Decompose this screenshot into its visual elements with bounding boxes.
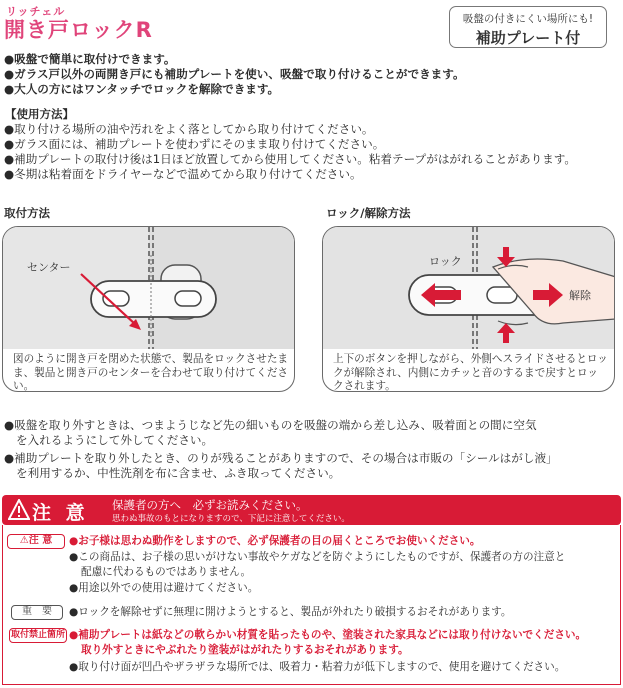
center-label: センター	[27, 261, 71, 274]
caution-tag-label: 注 意	[28, 535, 53, 546]
note-line: ●補助プレートを取り外したとき、のりが残ることがありますので、その場合は市販の「シールはがし液」	[4, 451, 558, 465]
prohibited-tag: 取付禁止箇所	[9, 628, 67, 643]
usage-item: ●冬期は粘着面をドライヤーなどで温めてから取り付けてください。	[4, 167, 362, 181]
usage-item: ●補助プレートの取付け後は1日ほど放置してから使用してください。粘着テープがはがれることがあります。	[4, 152, 577, 166]
note-line: を入れるようにして外してください。	[16, 433, 214, 447]
lock-diagram-panel	[322, 226, 615, 392]
usage-item: ●取り付ける場所の油や汚れをよく落としてから取り付けてください。	[4, 122, 374, 136]
badge-text: 補助プレート付	[475, 29, 581, 47]
caution-line: ●用途以外での使用は避けてください。	[69, 582, 259, 594]
caution-subtitle: 思わぬ事故のもとになりますので、下記に注意してください。	[112, 514, 350, 524]
install-heading: 取付方法	[4, 206, 50, 220]
warning-icon: ⚠	[19, 535, 29, 546]
important-tag: 重 要	[11, 605, 63, 620]
important-line: ●ロックを解除せずに無理に開けようとすると、製品が外れたり破損するおそれがあります。	[69, 606, 512, 618]
product-title: 開き戸ロックR	[4, 18, 153, 42]
caution-line: ●お子様は思わぬ動作をしますので、必ず保護者の目の届くところでお使いください。	[69, 535, 481, 547]
feature-item: ●大人の方にはワンタッチでロックを解除できます。	[4, 82, 280, 96]
brand-name: リッチェル	[6, 5, 66, 18]
warning-icon	[8, 499, 30, 520]
lock-label: ロック	[429, 255, 462, 268]
install-caption: 図のように開き戸を閉めた状態で、製品をロックさせたまま、製品と開き戸のセンターを合わせて取り付けてください。	[13, 353, 289, 392]
caution-title: 保護者の方へ 必ずお読みください。	[112, 498, 308, 512]
caution-line: ●この商品は、お子様の思いがけない事故やケガなどを防ぐようにしたものですが、保護者の方の注意と	[69, 551, 566, 563]
caution-header	[2, 495, 621, 525]
note-line: ●吸盤を取り外すときは、つまようじなど先の細いものを吸盤の端から差し込み、吸着面との間に空気	[4, 418, 537, 432]
note-line: を利用するか、中性洗剤を布に含ませ、ふき取ってください。	[16, 466, 341, 480]
badge-subtext: 吸盤の付きにくい場所にも!	[462, 13, 594, 25]
prohibited-line: ●補助プレートは紙などの軟らかい材質を貼ったものや、塗装された家具などには取り付けないでください。	[69, 629, 587, 641]
caution-line: 配慮に代わるものではありません。	[81, 566, 252, 578]
caution-tag	[7, 534, 65, 549]
prohibited-line: 取り外すときにやぶれたり塗装がはがれたりするおそれがあります。	[81, 644, 409, 656]
feature-item: ●ガラス戸以外の両開き戸にも補助プレートを使い、吸盤で取り付けることができます。	[4, 67, 465, 81]
feature-item: ●吸盤で簡単に取付けできます。	[4, 52, 176, 66]
usage-item: ●ガラス面には、補助プレートを使わずにそのまま取り付けてください。	[4, 137, 385, 151]
feature-badge	[449, 6, 607, 48]
release-label: 解除	[569, 289, 591, 302]
install-diagram-panel	[2, 226, 295, 392]
lock-caption: 上下のボタンを押しながら、外側へスライドさせるとロックが解除され、内側にカチッと音のするまで戻すとロックされます。	[333, 353, 608, 392]
caution-box	[2, 525, 621, 685]
lock-heading: ロック/解除方法	[326, 206, 411, 220]
usage-heading: 【使用方法】	[5, 107, 74, 121]
prohibited-line: ●取り付け面が凹凸やザラザラな場所では、吸着力・粘着力が低下しますので、使用を避けてください。	[69, 661, 566, 673]
caution-word: 注 意	[32, 502, 89, 524]
